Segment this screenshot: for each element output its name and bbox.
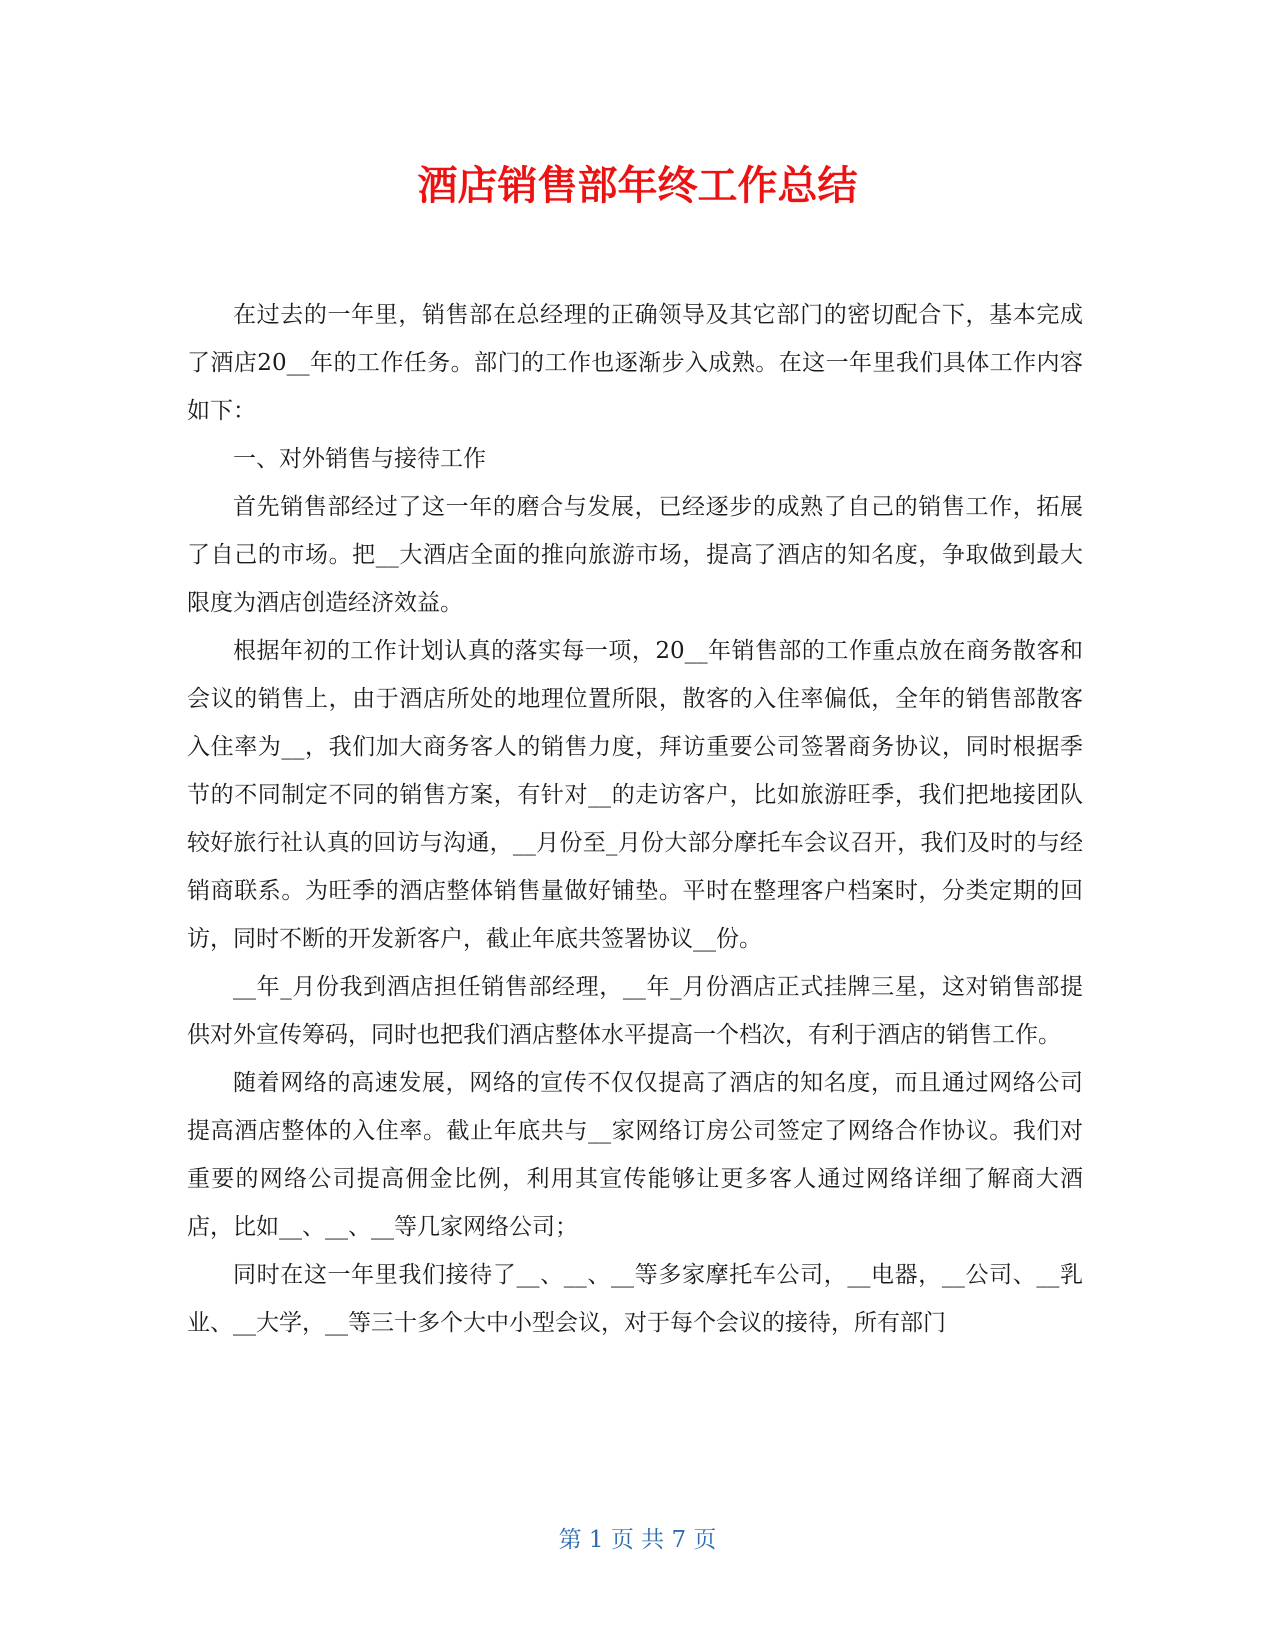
paragraph: 首先销售部经过了这一年的磨合与发展，已经逐步的成熟了自己的销售工作，拓展了自己的市场。把__大酒店全面的推向旅游市场，提高了酒店的知名度，争取做到最大限度为酒店创造经济效益。 [187,494,1083,616]
paragraph: __年_月份我到酒店担任销售部经理，__年_月份酒店正式挂牌三星，这对销售部提供对外宣传筹码，同时也把我们酒店整体水平提高一个档次，有利于酒店的销售工作。 [187,974,1083,1048]
section-heading-external-sales: 一、对外销售与接待工作 [233,446,486,472]
paragraph-intro: 在过去的一年里，销售部在总经理的正确领导及其它部门的密切配合下，基本完成了酒店20__年的工作任务。部门的工作也逐渐步入成熟。在这一年里我们具体工作内容如下： [187,302,1083,424]
paragraph: 随着网络的高速发展，网络的宣传不仅仅提高了酒店的知名度，而且通过网络公司提高酒店整体的入住率。截止年底共与__家网络订房公司签定了网络合作协议。我们对重要的网络公司提高佣金比例，利用其宣传能够让更多客人通过网络详细了解商大酒店，比如__、__、__等几家网络公司； [187,1070,1083,1240]
document-body [187,291,1083,1347]
page-number-footer: 第 1 页 共 7 页 [558,1527,717,1553]
paragraph: 同时在这一年里我们接待了__、__、__等多家摩托车公司，__电器，__公司、__乳业、__大学，__等三十多个大中小型会议，对于每个会议的接待，所有部门 [187,1262,1083,1336]
page-title: 酒店销售部年终工作总结 [417,163,858,209]
paragraph: 根据年初的工作计划认真的落实每一项，20__年销售部的工作重点放在商务散客和会议的销售上，由于酒店所处的地理位置所限，散客的入住率偏低，全年的销售部散客入住率为__，我们加大商务客人的销售力度，拜访重要公司签署商务协议，同时根据季节的不同制定不同的销售方案，有针对__的走访客户，比如旅游旺季，我们把地接团队较好旅行社认真的回访与沟通，__月份至_月份大部分摩托车会议召开，我们及时的与经销商联系。为旺季的酒店整体销售量做好铺垫。平时在整理客户档案时，分类定期的回访，同时不断的开发新客户，截止年底共签署协议__份。 [187,638,1083,952]
